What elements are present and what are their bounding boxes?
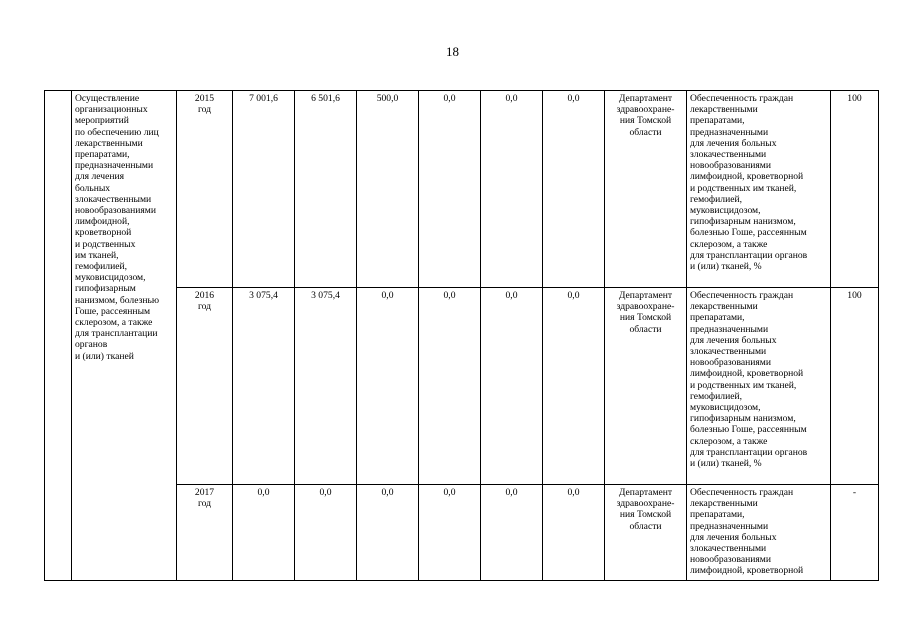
executor-cell: Департамент здравоохране- ния Томской области: [605, 485, 687, 581]
indicator-cell: Обеспеченность граждан лекарственными препаратами, предназначенными для лечения больных злокачественными новообразованиями лимфоидной, кроветворной и родственных им тканей, гемофилией, муковисцидозом, гипофизарным нанизмом, болезнью Гоше, рассеянным склерозом, а также для трансплантации органов и (или) тканей, %: [687, 91, 831, 288]
page-number: 18: [446, 44, 459, 59]
value-cell: 100: [831, 91, 879, 288]
federal-cell: 3 075,4: [295, 288, 357, 485]
regional-cell: 0,0: [357, 485, 419, 581]
year-cell: 2015 год: [177, 91, 233, 288]
federal-cell: 0,0: [295, 485, 357, 581]
federal-cell: 6 501,6: [295, 91, 357, 288]
other1-cell: 0,0: [481, 485, 543, 581]
local-cell: 0,0: [419, 91, 481, 288]
local-cell: 0,0: [419, 485, 481, 581]
program-table: [44, 90, 879, 581]
value-cell: -: [831, 485, 879, 581]
total-cell: 7 001,6: [233, 91, 295, 288]
value-cell: 100: [831, 288, 879, 485]
year-cell: 2016 год: [177, 288, 233, 485]
indicator-cell: Обеспеченность граждан лекарственными препаратами, предназначенными для лечения больных злокачественными новообразованиями лимфоидной, кроветворной: [687, 485, 831, 581]
other2-cell: 0,0: [543, 485, 605, 581]
other2-cell: 0,0: [543, 288, 605, 485]
other2-cell: 0,0: [543, 91, 605, 288]
executor-cell: Департамент здравоохране- ния Томской области: [605, 288, 687, 485]
executor-cell: Департамент здравоохране- ния Томской области: [605, 91, 687, 288]
year-cell: 2017 год: [177, 485, 233, 581]
index-cell: [45, 91, 72, 581]
total-cell: 0,0: [233, 485, 295, 581]
other1-cell: 0,0: [481, 288, 543, 485]
table-row: [45, 91, 879, 288]
total-cell: 3 075,4: [233, 288, 295, 485]
activity-cell: Осуществление организационных мероприятий по обеспечению лиц лекарственными препаратами, предназначенными для лечения больных злокачественными новообразованиями лимфоидной, кроветворной и родственных им тканей, гемофилией, муковисцидозом, гипофизарным нанизмом, болезнью Гоше, рассеянным склерозом, а также для трансплантации органов и (или) тканей: [72, 91, 177, 581]
regional-cell: 0,0: [357, 288, 419, 485]
indicator-cell: Обеспеченность граждан лекарственными препаратами, предназначенными для лечения больных злокачественными новообразованиями лимфоидной, кроветворной и родственных им тканей, гемофилией, муковисцидозом, гипофизарным нанизмом, болезнью Гоше, рассеянным склерозом, а также для трансплантации органов и (или) тканей, %: [687, 288, 831, 485]
regional-cell: 500,0: [357, 91, 419, 288]
local-cell: 0,0: [419, 288, 481, 485]
other1-cell: 0,0: [481, 91, 543, 288]
